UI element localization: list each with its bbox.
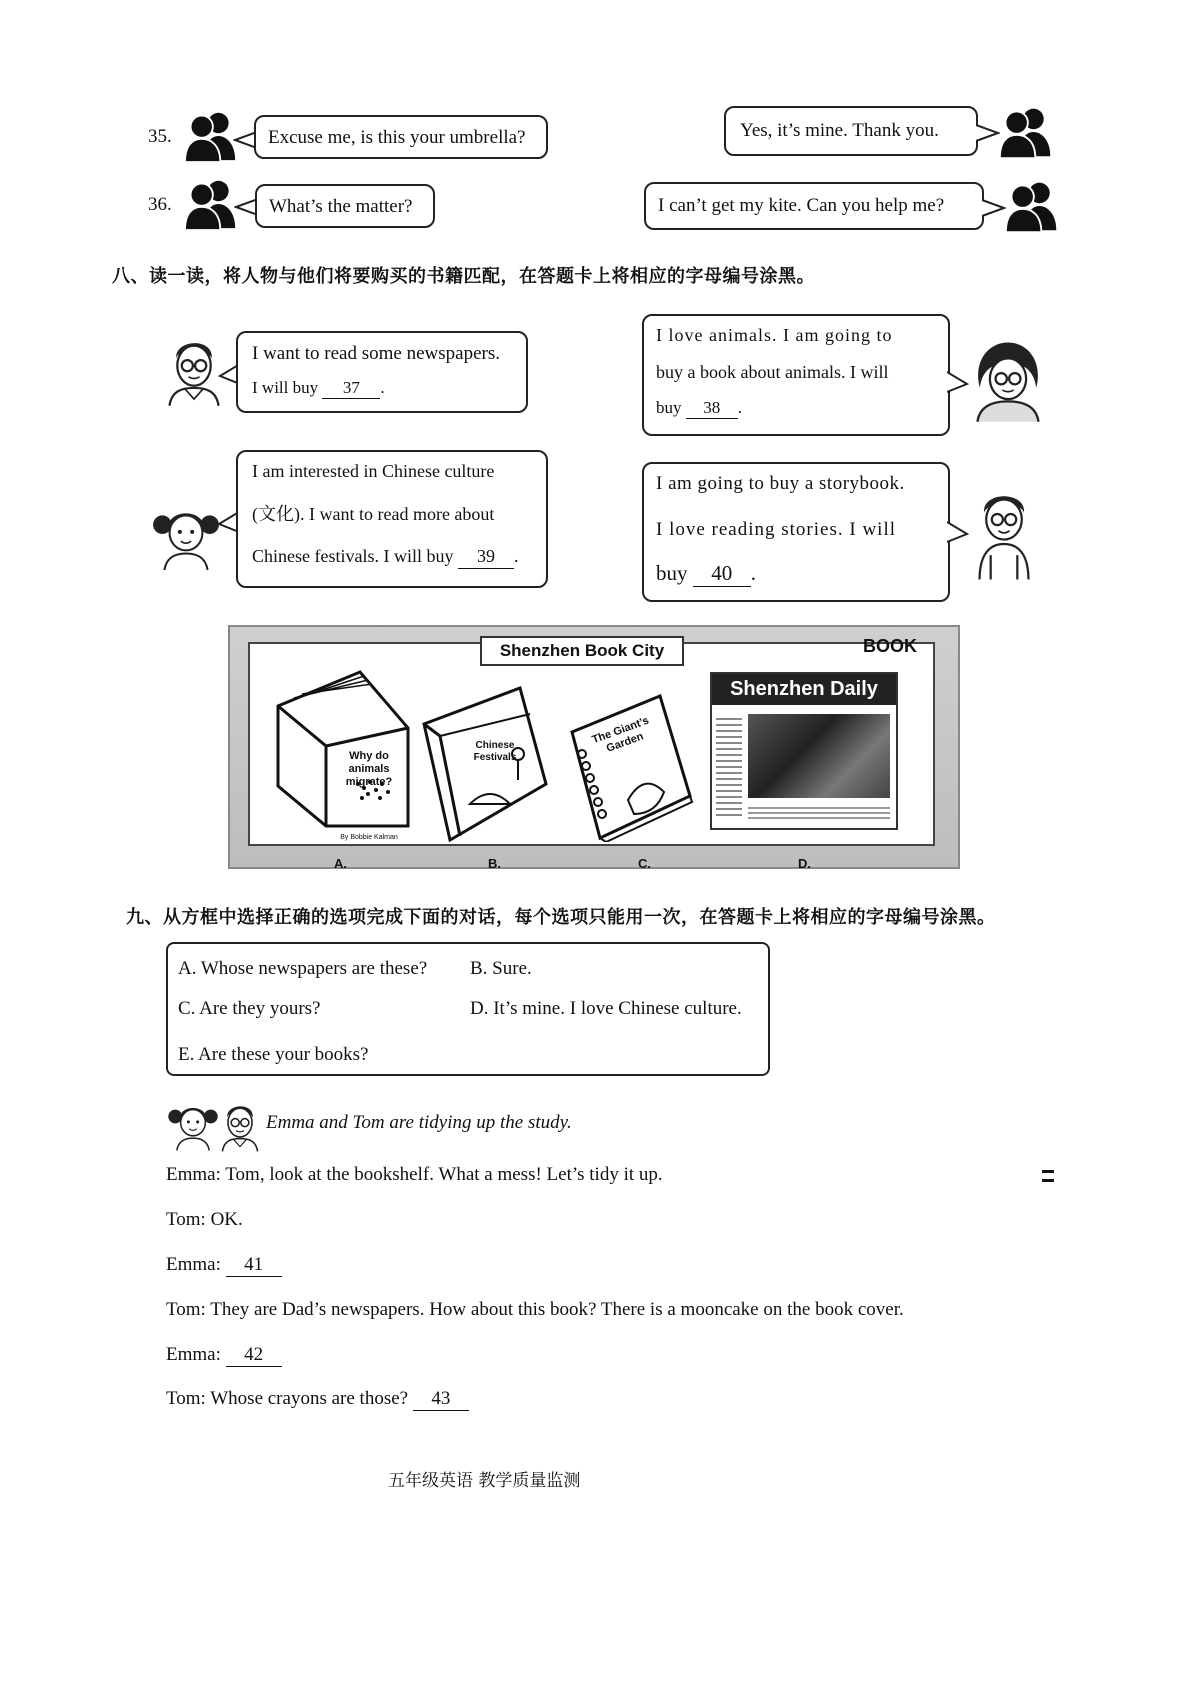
book-a-cover-title: Why do animals migrate? (345, 750, 393, 789)
speech-bubble-35-answer (724, 106, 978, 156)
bubble-tail (947, 520, 969, 546)
girl-with-glasses-icon (968, 338, 1048, 424)
bubble-text: Chinese festivals. I will buy (252, 546, 454, 566)
dialogue-line-5 (166, 1344, 282, 1367)
options-box (166, 942, 770, 1076)
book-c-illustration (564, 692, 694, 842)
dialogue-line-2: Tom: OK. (166, 1209, 243, 1230)
period: . (737, 398, 742, 417)
answer-blank-43[interactable]: 43 (413, 1388, 469, 1411)
speech-bubble-39 (236, 450, 548, 588)
speech-bubble-37 (236, 331, 528, 413)
bubble-text: buy (656, 398, 682, 417)
boy-with-glasses-icon (968, 484, 1040, 584)
bubble-line: I love animals. I am going to (656, 325, 893, 345)
question-number-36: 36. (148, 194, 172, 215)
book-a-cover-author: By Bobbie Kalman (340, 834, 398, 841)
book-label-d: D. (798, 856, 811, 871)
girl-with-pigtails-icon (150, 500, 222, 572)
book-logo: BOOK (863, 636, 917, 656)
option-a: A. Whose newspapers are these? (178, 958, 428, 979)
bubble-line: (文化). I want to read more about (252, 503, 495, 524)
bubble-line: I want to read some newspapers. (252, 343, 500, 364)
two-people-icon (183, 110, 239, 162)
speech-bubble-36-answer (644, 182, 984, 230)
bubble-line-with-blank (656, 397, 936, 419)
bubble-line: I am going to buy a storybook. (656, 473, 905, 494)
book-label-b: B. (488, 856, 501, 871)
bubble-text: buy (656, 560, 688, 585)
book-city-title: Shenzhen Book City (480, 636, 684, 666)
question-number-35: 35. (148, 126, 172, 147)
book-c-cover-title: The Giant’s Garden (590, 714, 651, 756)
speaker: Emma: (166, 1344, 221, 1365)
bubble-line: I love reading stories. I will (656, 518, 897, 540)
bubble-line: buy a book about animals. I will (656, 361, 889, 382)
book-label-a: A. (334, 856, 347, 871)
speaker: Emma: (166, 1254, 221, 1275)
newspaper-text-column (716, 714, 742, 820)
newspaper-caption (748, 804, 890, 820)
bubble-tail (982, 196, 1006, 220)
period: . (380, 377, 385, 397)
section-8-title: 八、读一读，将人物与他们将要购买的书籍匹配，在答题卡上将相应的字母编号涂黑。 (112, 266, 815, 287)
bubble-text: Excuse me, is this your umbrella? (268, 127, 526, 148)
two-people-icon (1004, 178, 1060, 234)
newspaper-photo (748, 714, 890, 798)
dialogue-line-1: Emma: Tom, look at the bookshelf. What a mess! Let’s tidy it up. (166, 1164, 663, 1185)
speech-bubble-40 (642, 462, 950, 602)
margin-mark (1042, 1170, 1054, 1182)
book-label-c: C. (638, 856, 651, 871)
option-b: B. Sure. (470, 958, 532, 979)
bubble-line-with-blank (252, 545, 532, 569)
book-display (248, 636, 935, 871)
option-c: C. Are they yours? (178, 998, 321, 1019)
speech-bubble-35-question (254, 115, 548, 159)
bubble-text: What’s the matter? (269, 196, 413, 217)
bubble-line: I am interested in Chinese culture (252, 461, 495, 481)
newspaper-d (710, 672, 898, 830)
period: . (513, 546, 519, 566)
speech-bubble-38 (642, 314, 950, 436)
speaker: Tom: Whose crayons are those? (166, 1388, 409, 1409)
bubble-tail (976, 121, 1000, 145)
two-people-icon (998, 104, 1054, 160)
bubble-line-with-blank (252, 378, 512, 399)
answer-blank-42[interactable]: 42 (226, 1344, 282, 1367)
two-people-icon (183, 178, 239, 230)
bubble-text: Yes, it’s mine. Thank you. (740, 120, 939, 141)
bubble-line-with-blank (656, 560, 936, 587)
answer-blank-39[interactable]: 39 (458, 545, 514, 569)
answer-blank-41[interactable]: 41 (226, 1254, 282, 1277)
option-e: E. Are these your books? (178, 1044, 369, 1065)
period: . (750, 560, 756, 585)
bubble-text: I can’t get my kite. Can you help me? (658, 195, 945, 216)
section-9-title: 九、从方框中选择正确的选项完成下面的对话，每个选项只能用一次，在答题卡上将相应的字母编号涂黑。 (126, 907, 996, 928)
boy-tom-icon (216, 1096, 264, 1154)
girl-emma-icon (166, 1098, 220, 1152)
dialogue-line-3 (166, 1254, 282, 1277)
bubble-text: I will buy (252, 377, 319, 397)
dialogue-line-6 (166, 1388, 469, 1411)
page-footer: 五年级英语 教学质量监测 (388, 1471, 581, 1491)
bubble-tail (947, 370, 969, 396)
book-b-cover-title: Chinese Festivals (473, 740, 517, 763)
answer-blank-38[interactable]: 38 (686, 397, 738, 419)
dialogue-scene: Emma and Tom are tidying up the study. (266, 1112, 572, 1133)
speech-bubble-36-question (255, 184, 435, 228)
dialogue-line-4: Tom: They are Dad’s newspapers. How about this book? There is a mooncake on the book cover. (166, 1299, 904, 1320)
newspaper-masthead: Shenzhen Daily (712, 674, 896, 705)
answer-blank-40[interactable]: 40 (693, 560, 751, 587)
book-a-illustration (268, 666, 418, 828)
book-city-illustration (228, 625, 960, 869)
answer-blank-37[interactable]: 37 (322, 378, 380, 399)
option-d: D. It’s mine. I love Chinese culture. (470, 998, 742, 1019)
